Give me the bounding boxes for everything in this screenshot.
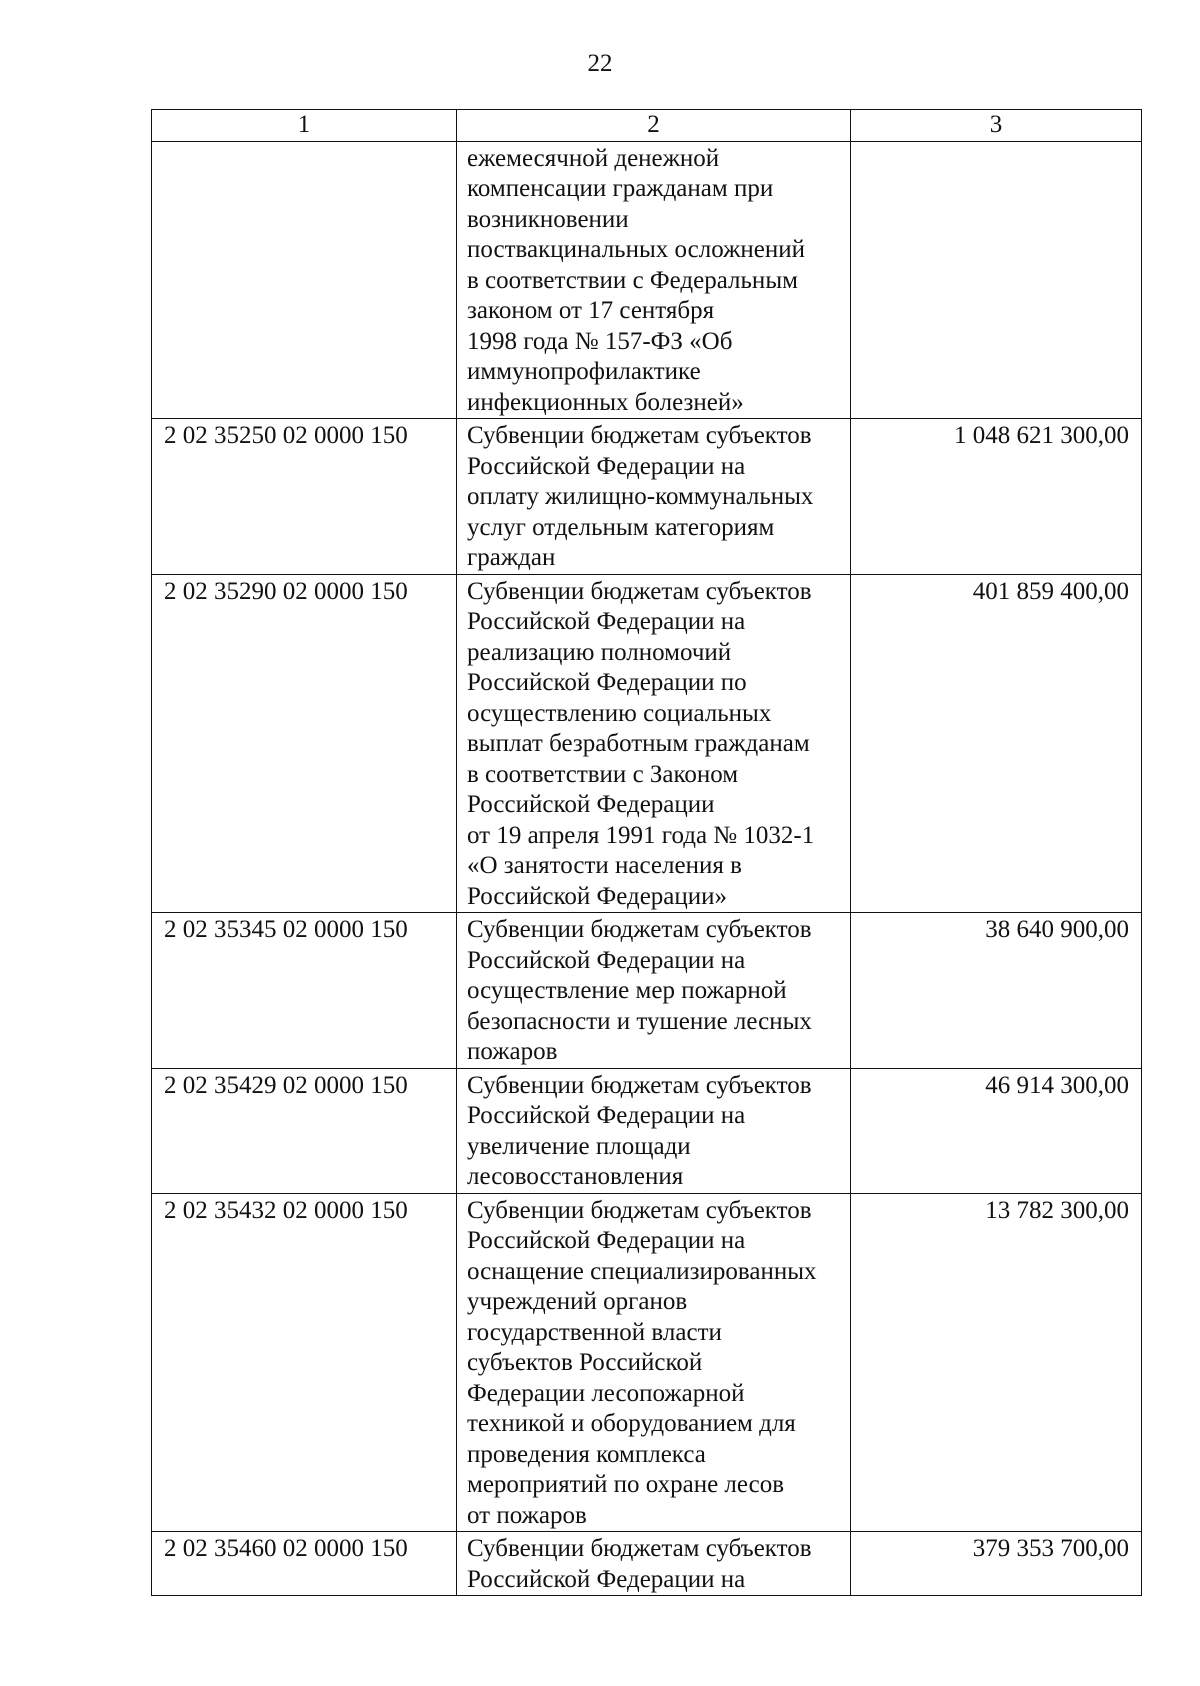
description-line: осуществлению социальных xyxy=(467,699,772,727)
description-line: инфекционных болезней» xyxy=(467,388,744,416)
amount-cell: 379 353 700,00 xyxy=(851,1532,1142,1596)
description-line: Российской Федерации xyxy=(467,791,715,818)
description-line: увеличение площади xyxy=(467,1132,691,1160)
revenue-description-cell xyxy=(457,1068,851,1193)
description-line: иммунопрофилактике xyxy=(467,358,701,385)
description-line: Субвенции бюджетам субъектов xyxy=(467,916,812,943)
description-line: государственной власти xyxy=(467,1318,722,1346)
description-line: реализацию полномочий xyxy=(467,638,732,666)
description-line: от пожаров xyxy=(467,1501,587,1529)
description-line: лесовосстановления xyxy=(467,1163,684,1190)
description-line: проведения комплекса xyxy=(467,1440,706,1468)
revenue-code-cell: 2 02 35250 02 0000 150 xyxy=(152,419,457,575)
description-line: от 19 апреля 1991 года № 1032-1 xyxy=(467,821,815,849)
description-line: Субвенции бюджетам субъектов xyxy=(467,1535,812,1562)
description-line: Федерации лесопожарной xyxy=(467,1379,745,1407)
description-line: выплат безработным гражданам xyxy=(467,730,810,757)
revenue-description-cell xyxy=(457,1193,851,1532)
revenue-description-cell xyxy=(457,1532,851,1596)
description-line: Субвенции бюджетам субъектов xyxy=(467,577,812,605)
table-row xyxy=(152,1193,1142,1532)
description-line: Российской Федерации» xyxy=(467,882,728,910)
page-number: 22 xyxy=(587,50,613,77)
description-line: Российской Федерации по xyxy=(467,669,747,696)
revenue-description-cell xyxy=(457,141,851,419)
revenue-description-cell xyxy=(457,574,851,913)
description-line: граждан xyxy=(467,544,556,571)
revenue-code-cell xyxy=(152,141,457,419)
description-line: в соответствии с Федеральным xyxy=(467,266,798,294)
table-row xyxy=(152,1068,1142,1193)
budget-table xyxy=(151,109,1142,1596)
table-header-row xyxy=(152,110,1142,142)
description-line: безопасности и тушение лесных xyxy=(467,1007,812,1035)
table-row xyxy=(152,1532,1142,1596)
description-line: учреждений органов xyxy=(467,1288,688,1315)
description-line: ежемесячной денежной xyxy=(467,144,720,172)
table-row xyxy=(152,913,1142,1069)
description-line: осуществление мер пожарной xyxy=(467,977,787,1004)
revenue-description-cell xyxy=(457,913,851,1069)
revenue-code-cell: 2 02 35345 02 0000 150 xyxy=(152,913,457,1069)
description-line: Российской Федерации на xyxy=(467,946,746,974)
table-body xyxy=(152,141,1142,1596)
description-line: Российской Федерации на xyxy=(467,608,746,635)
description-line: Российской Федерации на xyxy=(467,452,746,480)
amount-cell: 13 782 300,00 xyxy=(851,1193,1142,1532)
revenue-code-cell: 2 02 35429 02 0000 150 xyxy=(152,1068,457,1193)
description-line: техникой и оборудованием для xyxy=(467,1410,796,1437)
revenue-code-cell: 2 02 35432 02 0000 150 xyxy=(152,1193,457,1532)
table-row xyxy=(152,141,1142,419)
description-line: законом от 17 сентября xyxy=(467,297,715,324)
revenue-description-cell xyxy=(457,419,851,575)
description-line: Российской Федерации на xyxy=(467,1102,746,1129)
description-line: субъектов Российской xyxy=(467,1349,703,1376)
description-line: оснащение специализированных xyxy=(467,1257,817,1285)
column-header-2: 2 xyxy=(457,110,851,142)
description-line: Субвенции бюджетам субъектов xyxy=(467,1196,812,1224)
description-line: Субвенции бюджетам субъектов xyxy=(467,422,812,449)
amount-cell xyxy=(851,141,1142,419)
description-line: оплату жилищно-коммунальных xyxy=(467,483,814,510)
description-line: Российской Федерации на xyxy=(467,1565,746,1593)
description-line: услуг отдельным категориям xyxy=(467,513,775,541)
amount-cell: 38 640 900,00 xyxy=(851,913,1142,1069)
column-header-3: 3 xyxy=(851,110,1142,142)
description-line: Российской Федерации на xyxy=(467,1227,746,1254)
amount-cell: 401 859 400,00 xyxy=(851,574,1142,913)
amount-cell: 46 914 300,00 xyxy=(851,1068,1142,1193)
description-line: пожаров xyxy=(467,1038,558,1065)
description-line: в соответствии с Законом xyxy=(467,760,739,788)
table-row xyxy=(152,419,1142,575)
description-line: компенсации гражданам при xyxy=(467,175,774,202)
description-line: мероприятий по охране лесов xyxy=(467,1471,785,1498)
amount-cell: 1 048 621 300,00 xyxy=(851,419,1142,575)
description-line: «О занятости населения в xyxy=(467,852,742,879)
table-row xyxy=(152,574,1142,913)
description-line: поствакцинальных осложнений xyxy=(467,236,805,263)
revenue-code-cell: 2 02 35290 02 0000 150 xyxy=(152,574,457,913)
description-line: Субвенции бюджетам субъектов xyxy=(467,1071,812,1099)
column-header-1: 1 xyxy=(152,110,457,142)
description-line: возникновении xyxy=(467,205,629,233)
revenue-code-cell: 2 02 35460 02 0000 150 xyxy=(152,1532,457,1596)
description-line: 1998 года № 157-ФЗ «Об xyxy=(467,327,733,355)
